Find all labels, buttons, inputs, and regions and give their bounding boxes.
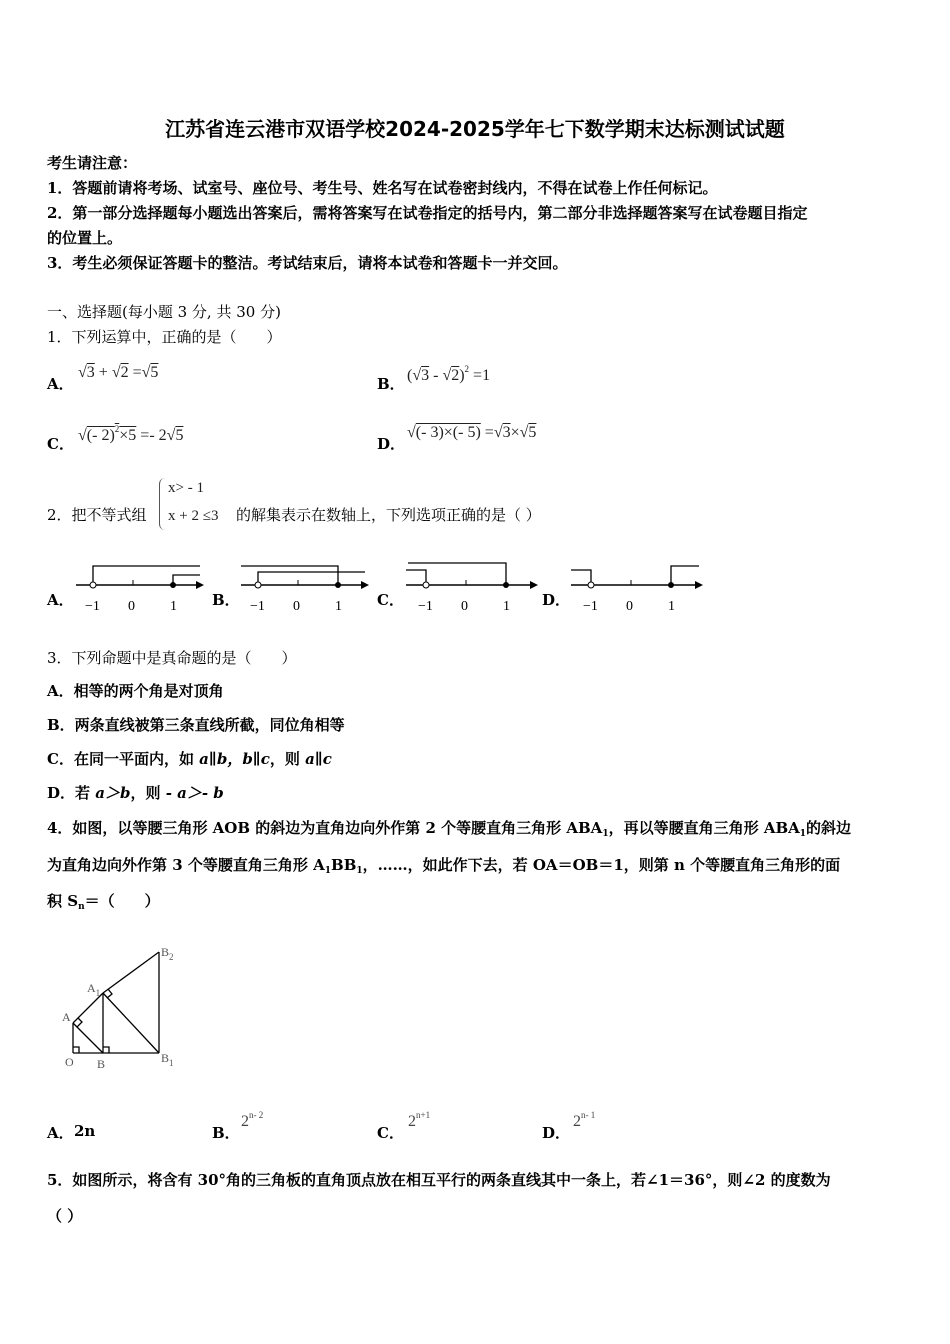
q1-option-b-math: (√3 - √2)$^2$ =1 (407, 364, 491, 384)
notice-heading: 考生请注意： (47, 154, 138, 172)
q1-option-c-math: √(- 2)$^2$×5 =- 2√5 (78, 424, 184, 444)
q3-stem: 3．下列命题中是真命题的是（ ） (47, 649, 297, 667)
notice-item-2: 2．第一部分选择题每小题选出答案后，需将答案写在试卷指定的括号内，第二部分非选择题答案写在试卷题目指定 (47, 204, 808, 222)
tick-label: 1 (503, 599, 510, 614)
q4-option-b-value: 2$^{n- 2}$ (241, 1110, 264, 1130)
tick-label: 1 (668, 599, 675, 614)
q3-option-b: B．两条直线被第三条直线所截，同位角相等 (47, 716, 345, 734)
q2-option-b-label: B． (212, 591, 240, 609)
tick-label: 1 (335, 599, 342, 614)
label-b1: $B_1$ (161, 1051, 174, 1068)
section-heading: 一、选择题(每小题 3 分, 共 30 分) (47, 303, 281, 321)
tick-label: −1 (85, 599, 100, 614)
q5-stem-line-1: 5．如图所示，将含有 30°角的三角板的直角顶点放在相互平行的两条直线其中一条上，若∠1＝36°，则∠2 的度数为 (47, 1171, 831, 1189)
q1-stem: 1．下列运算中，正确的是（ ） (47, 328, 282, 346)
q4-option-a-value: 2n (74, 1122, 96, 1140)
tick-label: 0 (293, 599, 300, 614)
q2-numberline-d (567, 558, 707, 618)
q4-stem-line-1: 4．如图，以等腰三角形 AOB 的斜边为直角边向外作第 2 个等腰直角三角形 $ABA_1$，再以等腰直角三角形 $ABA_1$的斜边 (47, 819, 852, 839)
q4-stem-line-3: 积 $S_n=$（ ） (47, 892, 160, 912)
tick-label: 0 (128, 599, 135, 614)
q4-option-c-value: $2^{n+1}$ (408, 1110, 431, 1130)
q2-numberline-b (237, 558, 372, 618)
q2-numberline-c (402, 558, 542, 618)
q4-option-d-value: 2$^{n- 1}$ (573, 1110, 596, 1130)
q3-option-d: D．若 a＞b，则 - a＞- b (47, 784, 224, 802)
q4-stem-line-2: 为直角边向外作第 3 个等腰直角三角形 $A_1BB_1$，……，如此作下去，若 OA＝OB＝1，则第 n 个等腰直角三角形的面 (47, 856, 841, 876)
tick-label: 0 (461, 599, 468, 614)
label-b: B (97, 1057, 106, 1071)
q2-stem-num: 2．把不等式组 (47, 506, 147, 524)
q2-system-line-2: x + 2 ≤3 (168, 508, 219, 524)
q4-option-d-label: D． (542, 1124, 571, 1142)
notice-item-1: 1．答题前请将考场、试室号、座位号、考生号、姓名写在试卷密封线内，不得在试卷上作任何标记。 (47, 179, 718, 197)
q2-option-a-label: A． (47, 591, 74, 609)
q1-option-a-label: A． (47, 375, 74, 393)
label-b2: $B_2$ (161, 945, 174, 962)
q2-system-line-1: x> - 1 (168, 480, 204, 496)
q2-stem-rest: 的解集表示在数轴上，下列选项正确的是（ ） (236, 506, 541, 524)
q1-option-b-label: B． (377, 375, 405, 393)
label-a1: $A_1$ (87, 981, 101, 998)
page-title: 江苏省连云港市双语学校2024-2025学年七下数学期末达标测试试题 (165, 117, 785, 141)
q5-stem-line-2: （ ） (47, 1207, 83, 1225)
q1-option-c-label: C． (47, 435, 74, 453)
q2-option-d-label: D． (542, 591, 571, 609)
q4-triangle-figure (55, 940, 190, 1075)
q1-option-a-math: √3 + √2 =√5 (78, 364, 159, 381)
notice-item-3: 3．考生必须保证答题卡的整洁。考试结束后，请将本试卷和答题卡一并交回。 (47, 254, 568, 272)
q3-option-c: C．在同一平面内，如 a∥b，b∥c，则 a∥c (47, 750, 332, 768)
q2-brace (159, 478, 166, 530)
q4-option-c-label: C． (377, 1124, 404, 1142)
label-a: A (62, 1010, 71, 1024)
q4-option-a-label: A． (47, 1124, 74, 1142)
q2-option-c-label: C． (377, 591, 404, 609)
q4-option-b-label: B． (212, 1124, 240, 1142)
q3-option-a: A．相等的两个角是对顶角 (47, 682, 224, 700)
q1-option-d-label: D． (377, 435, 406, 453)
tick-label: 1 (170, 599, 177, 614)
tick-label: −1 (418, 599, 433, 614)
tick-label: −1 (250, 599, 265, 614)
tick-label: −1 (583, 599, 598, 614)
tick-label: 0 (626, 599, 633, 614)
notice-item-2-cont: 的位置上。 (47, 229, 123, 247)
q1-option-d-math: √(- 3)×(- 5) =√3×√5 (407, 424, 537, 441)
q2-numberline-a (72, 558, 207, 618)
label-o: O (65, 1055, 74, 1069)
